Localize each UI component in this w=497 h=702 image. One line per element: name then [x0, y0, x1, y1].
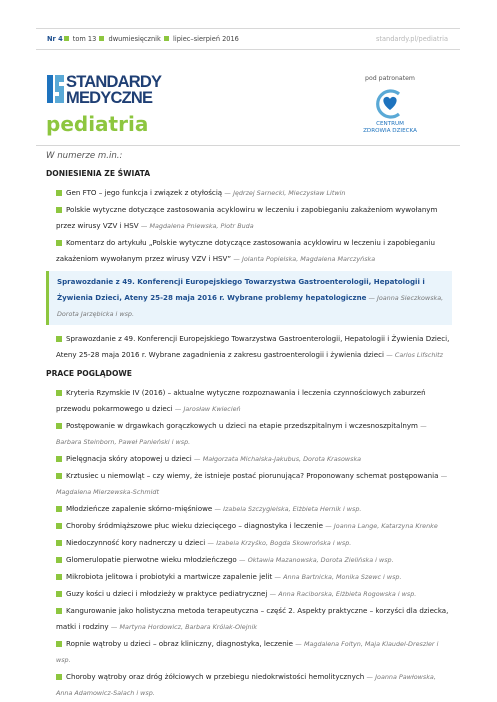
journal-subtitle: pediatria	[46, 112, 149, 136]
list-item[interactable]: Krztusiec u niemowląt – czy wiemy, że istnieje postać piorunująca? Proponowany schemat postępowania — Magdalena Mierzewska-Schmidt	[56, 471, 448, 496]
highlighted-article[interactable]: Sprawozdanie z 49. Konferencji Europejskiego Towarzystwa Gastroenterologii, Hepatologii i Żywienia Dzieci, Ateny 25-28 maja 2016 r. Wybrane problemy hepatologiczne — Joanna Sieczkowska, Dorota Jarzębicka i wsp.	[46, 271, 452, 325]
issue-number: Nr 4	[47, 35, 63, 43]
bullet-square-icon	[56, 423, 62, 429]
list-item[interactable]: Komentarz do artykułu „Polskie wytyczne dotyczące zastosowania acyklowiru w leczeniu i zapobieganiu zakażeniom wywołanym przez wirusy VZV i HSV” — Jolanta Popielska, Magdalena Marczyńska	[56, 238, 435, 263]
list-item[interactable]: Ropnie wątroby u dzieci – obraz kliniczny, diagnostyka, leczenie — Magdalena Foltyn, Maja Klaudel-Dreszler i wsp.	[56, 639, 439, 664]
heart-ring-logo-icon	[368, 88, 412, 120]
bullet-square-icon	[56, 456, 62, 462]
article-authors: Jędrzej Sarnecki, Mieczysław Litwin	[233, 189, 346, 197]
bullet-square-icon	[164, 36, 169, 41]
article-authors: Carlos Lifschitz	[394, 351, 444, 359]
brand-line-2: MEDYCZNE	[66, 89, 153, 107]
period: lipiec–sierpień 2016	[173, 35, 239, 43]
article-authors: Izabela Krzyśko, Bogda Skowrońska i wsp.	[216, 539, 352, 547]
bullet-square-icon	[56, 506, 62, 512]
article-title: Guzy kości u dzieci i młodzieży w praktyce pediatrycznej	[66, 589, 268, 598]
website-link[interactable]: standardy.pl/pediatria	[375, 35, 448, 43]
article-title: Krztusiec u niemowląt – czy wiemy, że istnieje postać piorunująca? Proponowany schemat postępowania	[66, 471, 439, 480]
intro-text: W numerze m.in.:	[46, 151, 123, 161]
article-authors: Izabela Szczygielska, Elżbieta Hernik i wsp.	[223, 505, 362, 513]
article-title: Mikrobiota jelitowa i probiotyki a martwicze zapalenie jelit	[66, 572, 273, 581]
article-title: Glomerulopatie pierwotne wieku młodzieńczego	[66, 555, 237, 564]
article-title: Choroby wątroby oraz dróg żółciowych w przebiegu niedokrwistości hemolitycznych	[66, 672, 365, 681]
article-title: Postępowanie w drgawkach gorączkowych u dzieci na etapie przedszpitalnym i wczesnoszpitalnym	[66, 421, 418, 430]
bullet-square-icon	[56, 523, 62, 529]
divider	[36, 145, 460, 146]
list-item[interactable]: Choroby śródmiąższowe płuc wieku dziecięcego – diagnostyka i leczenie — Joanna Lange, Katarzyna Krenke	[46, 518, 452, 534]
article-authors: Magdalena Pniewska, Piotr Buda	[149, 222, 254, 230]
article-title: Niedoczynność kory nadnerczy u dzieci	[66, 538, 206, 547]
article-authors: Oktawia Mazanowska, Dorota Zielińska i wsp.	[247, 556, 394, 564]
section-title: DONIESIENIA ZE ŚWIATA	[46, 169, 151, 178]
table-of-contents	[46, 166, 452, 702]
bullet-square-icon	[56, 540, 62, 546]
bullet-square-icon	[56, 574, 62, 580]
article-authors: Małgorzata Michalska-Jakubus, Dorota Krasowska	[202, 455, 362, 463]
standardy-medyczne-logo	[46, 73, 196, 113]
list-item[interactable]: Kangurowanie jako holistyczna metoda terapeutyczna – część 2. Aspekty praktyczne – korzyści dla dziecka, matki i rodziny — Martyna Hordowicz, Barbara Królak-Olejnik	[56, 606, 449, 631]
bullet-square-icon	[56, 207, 62, 213]
article-title: Kryteria Rzymskie IV (2016) – aktualne wytyczne rozpoznawania i leczenia czynnościowych zaburzeń przewodu pokarmowego u dzieci	[56, 388, 426, 413]
patronage-label: pod patronatem	[365, 75, 415, 82]
article-authors: Joanna Lange, Katarzyna Krenke	[333, 522, 438, 530]
article-authors: Martyna Hordowicz, Barbara Królak-Olejnik	[119, 623, 258, 631]
article-title: Kangurowanie jako holistyczna metoda terapeutyczna – część 2. Aspekty praktyczne – korzyści dla dziecka, matki i rodziny	[56, 606, 449, 631]
org-name-line-1: CENTRUM	[376, 121, 404, 127]
article-title: Gen FTO – jego funkcja i związek z otyłością	[66, 188, 223, 197]
bullet-square-icon	[56, 674, 62, 680]
bullet-square-icon	[56, 591, 62, 597]
list-item[interactable]: Młodzieńcze zapalenie skórno-mięśniowe — Izabela Szczygielska, Elżbieta Hernik i wsp.	[46, 501, 452, 517]
bullet-square-icon	[56, 390, 62, 396]
bullet-square-icon	[56, 641, 62, 647]
list-item[interactable]: Postępowanie w drgawkach gorączkowych u dzieci na etapie przedszpitalnym i wczesnoszpitalnym — Barbara Steinborn, Paweł Panieński i wsp.	[56, 421, 427, 446]
article-title: Polskie wytyczne dotyczące zastosowania acyklowiru w leczeniu i zapobieganiu zakażeniom wywołanym przez wirusy VZV i HSV	[56, 205, 438, 230]
issue-details	[47, 29, 239, 49]
section-title: PRACE POGLĄDOWE	[46, 369, 132, 378]
list-item[interactable]: Choroby wątroby oraz dróg żółciowych w przebiegu niedokrwistości hemolitycznych — Joanna Pawłowska, Anna Adamowicz-Salach i wsp.	[56, 672, 436, 697]
article-title: Pielęgnacja skóry atopowej u dzieci	[66, 454, 192, 463]
volume: tom 13	[72, 35, 97, 43]
list-item[interactable]: Polskie wytyczne dotyczące zastosowania acyklowiru w leczeniu i zapobieganiu zakażeniom wywołanym przez wirusy VZV i HSV — Magdalena Pniewska, Piotr Buda	[56, 205, 438, 230]
article-title: Choroby śródmiąższowe płuc wieku dziecięcego – diagnostyka i leczenie	[66, 521, 323, 530]
article-title: Sprawozdanie z 49. Konferencji Europejskiego Towarzystwa Gastroenterologii, Hepatologii i Żywienia Dzieci, Ateny 25-28 maja 2016 r. Wybrane zagadnienia z zakresu gastroenterologii i żywienia dzieci	[56, 334, 450, 359]
article-authors: Jarosław Kwiecień	[183, 405, 241, 413]
list-item[interactable]: Pielęgnacja skóry atopowej u dzieci — Małgorzata Michalska-Jakubus, Dorota Krasowska	[46, 451, 452, 467]
article-authors: Anna Bartnicka, Monika Szewc i wsp.	[283, 573, 402, 581]
bullet-square-icon	[56, 473, 62, 479]
issue-info-bar	[36, 28, 460, 50]
article-title: Młodzieńcze zapalenie skórno-mięśniowe	[66, 504, 213, 513]
article-authors: Magdalena Mierzewska-Schmidt	[56, 488, 159, 496]
bullet-square-icon	[56, 336, 62, 342]
list-item[interactable]: Guzy kości u dzieci i młodzieży w praktyce pediatrycznej — Anna Raciborska, Elżbieta Rogowska i wsp.	[46, 586, 452, 602]
article-authors: Anna Raciborska, Elżbieta Rogowska i wsp.	[278, 590, 417, 598]
logo-mark-icon	[46, 73, 66, 105]
article-title: Komentarz do artykułu „Polskie wytyczne dotyczące zastosowania acyklowiru w leczeniu i zapobieganiu zakażeniom wywołanym przez wirusy VZV i HSV”	[56, 238, 435, 263]
bullet-square-icon	[56, 190, 62, 196]
bullet-square-icon	[64, 36, 69, 41]
article-authors: Joanna Pawłowska, Anna Adamowicz-Salach i wsp.	[56, 673, 436, 697]
list-item[interactable]: Niedoczynność kory nadnerczy u dzieci — Izabela Krzyśko, Bogda Skowrońska i wsp.	[46, 535, 452, 551]
list-item[interactable]: Sprawozdanie z 49. Konferencji Europejskiego Towarzystwa Gastroenterologii, Hepatologii i Żywienia Dzieci, Ateny 25-28 maja 2016 r. Wybrane zagadnienia z zakresu gastroenterologii i żywienia dzieci — Carlos Lifschitz	[56, 334, 450, 359]
list-item[interactable]: Mikrobiota jelitowa i probiotyki a martwicze zapalenie jelit — Anna Bartnicka, Monika Szewc i wsp.	[46, 569, 452, 585]
bullet-square-icon	[56, 557, 62, 563]
article-title: Ropnie wątroby u dzieci – obraz kliniczny, diagnostyka, leczenie	[66, 639, 294, 648]
list-item[interactable]: Kryteria Rzymskie IV (2016) – aktualne wytyczne rozpoznawania i leczenia czynnościowych zaburzeń przewodu pokarmowego u dzieci — Jarosław Kwiecień	[56, 388, 426, 413]
org-name-line-2: ZDROWIA DZIECKA	[363, 128, 417, 134]
list-item[interactable]: Glomerulopatie pierwotne wieku młodzieńczego — Oktawia Mazanowska, Dorota Zielińska i wsp.	[46, 552, 452, 568]
bullet-square-icon	[56, 608, 62, 614]
article-authors: Magdalena Foltyn, Maja Klaudel-Dreszler i wsp.	[56, 640, 439, 664]
list-item[interactable]: Gen FTO – jego funkcja i związek z otyłością — Jędrzej Sarnecki, Mieczysław Litwin	[46, 185, 452, 201]
bullet-square-icon	[99, 36, 104, 41]
brand-line-1: STANDARDY	[66, 73, 162, 91]
highlight-title: Sprawozdanie z 49. Konferencji Europejskiego Towarzystwa Gastroenterologii, Hepatologii i Żywienia Dzieci, Ateny 25-28 maja 2016 r. Wybrane problemy hepatologiczne	[57, 277, 425, 302]
bullet-square-icon	[56, 240, 62, 246]
patronage-organization	[354, 121, 426, 135]
highlight-authors: Joanna Sieczkowska, Dorota Jarzębicka i wsp.	[57, 294, 444, 318]
frequency: dwumiesięcznik	[108, 35, 161, 43]
article-authors: Jolanta Popielska, Magdalena Marczyńska	[241, 255, 376, 263]
article-authors: Barbara Steinborn, Paweł Panieński i wsp.	[56, 438, 191, 446]
